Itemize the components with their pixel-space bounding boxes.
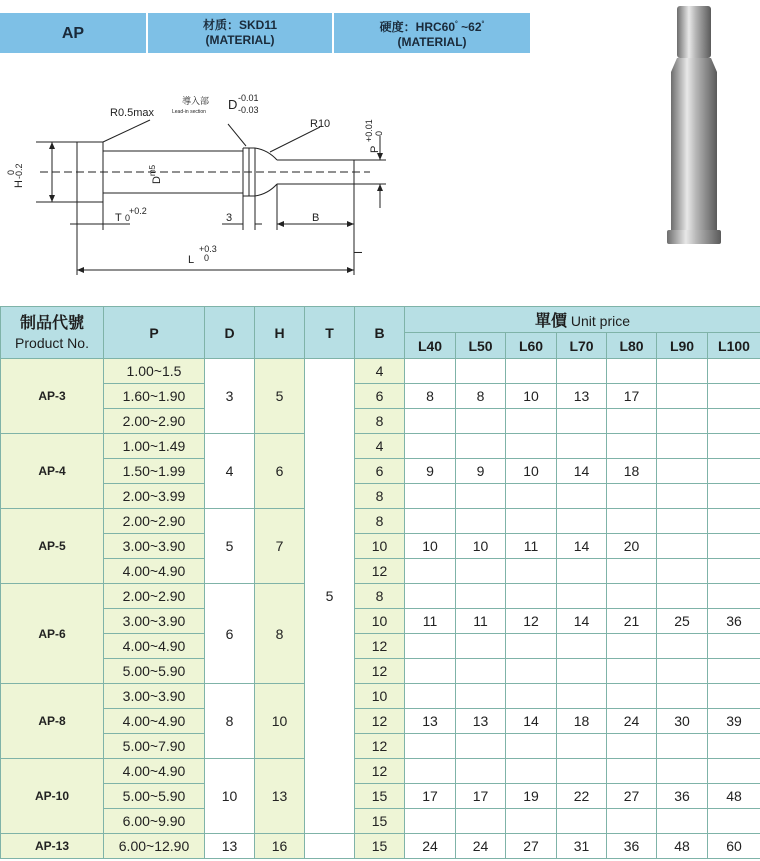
l-label: L	[188, 254, 195, 266]
price-cell	[506, 509, 557, 534]
p-range: 1.00~1.5	[104, 359, 205, 384]
material-cell	[148, 13, 334, 53]
b-value: 8	[355, 484, 405, 509]
b-value: 8	[355, 509, 405, 534]
col-length-l80: L80	[607, 333, 657, 359]
price-cell: 36	[657, 784, 708, 809]
b-value: 15	[355, 834, 405, 859]
price-cell: 60	[708, 834, 760, 859]
price-cell: 19	[506, 784, 557, 809]
col-length-l90: L90	[657, 333, 708, 359]
price-cell	[708, 759, 760, 784]
price-cell	[405, 684, 456, 709]
table-row	[1, 484, 760, 509]
price-cell	[657, 684, 708, 709]
p-range: 1.00~1.49	[104, 434, 205, 459]
price-cell	[657, 809, 708, 834]
table-row	[1, 734, 760, 759]
i-mark: I	[353, 250, 365, 254]
price-cell	[708, 509, 760, 534]
p-range: 5.00~7.90	[104, 734, 205, 759]
price-cell	[506, 359, 557, 384]
d-value: 8	[205, 684, 255, 759]
h-lower-tol: -0.2	[14, 163, 24, 179]
price-cell	[557, 434, 607, 459]
price-cell	[506, 684, 557, 709]
b-value: 12	[355, 734, 405, 759]
table-row	[1, 834, 760, 859]
col-unit-price: 單價 Unit price	[405, 307, 760, 333]
b-value: 12	[355, 759, 405, 784]
b-value: 15	[355, 809, 405, 834]
technical-drawing	[0, 80, 410, 280]
price-cell: 10	[506, 459, 557, 484]
p-range: 3.00~3.90	[104, 684, 205, 709]
b-value: 12	[355, 634, 405, 659]
price-cell	[506, 559, 557, 584]
d-tolerance-upper: -0.01	[238, 93, 259, 103]
price-cell	[557, 809, 607, 834]
h-value: 5	[255, 359, 305, 434]
pin-taper	[671, 58, 717, 72]
price-cell	[657, 384, 708, 409]
price-cell	[557, 559, 607, 584]
table-row	[1, 584, 760, 609]
table-row	[1, 559, 760, 584]
hardness-label: 硬度：HRC60° ~62°	[379, 19, 485, 34]
price-cell	[506, 584, 557, 609]
price-cell	[456, 734, 506, 759]
price-cell: 11	[405, 609, 456, 634]
price-cell	[708, 659, 760, 684]
b-value: 6	[355, 384, 405, 409]
price-cell	[506, 634, 557, 659]
table-row	[1, 359, 760, 384]
price-cell	[657, 434, 708, 459]
lead-in-zh-label: 導入部	[182, 96, 210, 106]
r05-label: R0.5max	[110, 107, 155, 119]
h-value: 13	[255, 759, 305, 834]
b-value: 4	[355, 359, 405, 384]
price-cell	[607, 634, 657, 659]
t-value-blank	[305, 834, 355, 859]
price-cell	[557, 409, 607, 434]
col-length-l100: L100	[708, 333, 760, 359]
price-cell	[708, 684, 760, 709]
price-cell	[405, 509, 456, 534]
price-cell: 13	[456, 709, 506, 734]
table-row	[1, 409, 760, 434]
b-value: 6	[355, 459, 405, 484]
price-cell	[506, 734, 557, 759]
price-cell	[607, 759, 657, 784]
price-cell	[405, 759, 456, 784]
col-length-l70: L70	[557, 333, 607, 359]
pin-tip	[677, 6, 711, 58]
price-cell	[557, 634, 607, 659]
price-cell	[607, 409, 657, 434]
price-cell	[708, 459, 760, 484]
price-cell	[657, 534, 708, 559]
dm5-label: $D^{m5}$	[148, 164, 163, 184]
p-range: 6.00~9.90	[104, 809, 205, 834]
h-value: 7	[255, 509, 305, 584]
price-cell	[456, 659, 506, 684]
table-row	[1, 459, 760, 484]
price-cell: 17	[607, 384, 657, 409]
price-cell	[657, 459, 708, 484]
model-label: AP	[61, 24, 85, 42]
price-cell: 27	[607, 784, 657, 809]
price-cell	[607, 484, 657, 509]
hardness-cell	[334, 13, 530, 53]
price-cell	[557, 684, 607, 709]
price-cell: 24	[405, 834, 456, 859]
l-upper-tol: +0.3	[199, 244, 217, 254]
r10-label: R10	[310, 118, 331, 130]
product-code: AP-13	[1, 834, 104, 859]
col-length-l60: L60	[506, 333, 557, 359]
price-cell: 10	[405, 534, 456, 559]
p-label: P	[369, 145, 381, 153]
spec-header-bar	[0, 13, 530, 53]
price-cell: 36	[708, 609, 760, 634]
price-cell: 14	[557, 534, 607, 559]
price-cell: 13	[405, 709, 456, 734]
price-cell: 10	[456, 534, 506, 559]
price-cell	[456, 359, 506, 384]
price-cell	[557, 759, 607, 784]
price-cell	[607, 684, 657, 709]
price-cell	[456, 559, 506, 584]
price-cell	[506, 409, 557, 434]
table-row	[1, 384, 760, 409]
h-value: 6	[255, 434, 305, 509]
price-cell	[657, 409, 708, 434]
b-value: 8	[355, 584, 405, 609]
price-cell	[708, 634, 760, 659]
price-cell	[607, 734, 657, 759]
p-range: 4.00~4.90	[104, 709, 205, 734]
price-cell: 11	[456, 609, 506, 634]
p-range: 2.00~2.90	[104, 584, 205, 609]
p-range: 4.00~4.90	[104, 759, 205, 784]
p-range: 2.00~2.90	[104, 409, 205, 434]
price-cell	[557, 734, 607, 759]
col-product-no: 制品代號 Product No.	[1, 307, 104, 359]
price-table	[0, 306, 760, 859]
price-cell: 39	[708, 709, 760, 734]
lead-in-en-label: Lead-in section	[172, 109, 206, 115]
t-lower-tol: 0	[125, 213, 131, 223]
price-cell	[607, 509, 657, 534]
price-cell	[506, 809, 557, 834]
col-b: B	[355, 307, 405, 359]
price-cell	[405, 734, 456, 759]
price-cell: 27	[506, 834, 557, 859]
table-row	[1, 634, 760, 659]
price-cell: 17	[405, 784, 456, 809]
price-cell: 18	[557, 709, 607, 734]
d-tolerance-lower: -0.03	[238, 105, 259, 115]
p-range: 3.00~3.90	[104, 609, 205, 634]
price-cell	[506, 659, 557, 684]
p-range: 4.00~4.90	[104, 634, 205, 659]
price-cell	[405, 484, 456, 509]
p-range: 1.50~1.99	[104, 459, 205, 484]
price-cell: 11	[506, 534, 557, 559]
price-cell: 24	[456, 834, 506, 859]
h-value: 10	[255, 684, 305, 759]
price-cell	[456, 434, 506, 459]
price-cell	[607, 584, 657, 609]
model-cell	[0, 13, 148, 53]
p-range: 1.60~1.90	[104, 384, 205, 409]
table-row	[1, 759, 760, 784]
t-label: T	[115, 212, 122, 224]
d-value: 10	[205, 759, 255, 834]
price-cell	[557, 509, 607, 534]
price-cell	[657, 759, 708, 784]
h-value: 16	[255, 834, 305, 859]
price-cell	[657, 509, 708, 534]
p-range: 6.00~12.90	[104, 834, 205, 859]
price-cell	[405, 809, 456, 834]
price-cell: 36	[607, 834, 657, 859]
price-cell	[708, 409, 760, 434]
price-cell	[405, 634, 456, 659]
l-lower-tol: 0	[204, 253, 210, 263]
price-cell	[405, 559, 456, 584]
b-value: 10	[355, 534, 405, 559]
b-value: 4	[355, 434, 405, 459]
b-value: 10	[355, 684, 405, 709]
price-cell: 14	[557, 459, 607, 484]
d-value: 5	[205, 509, 255, 584]
b-value: 15	[355, 784, 405, 809]
h-label: H	[13, 180, 25, 188]
price-cell	[506, 484, 557, 509]
col-h: H	[255, 307, 305, 359]
price-cell: 14	[506, 709, 557, 734]
price-cell	[456, 584, 506, 609]
p-upper-tol: +0.01	[364, 119, 374, 142]
price-cell	[607, 659, 657, 684]
table-row	[1, 434, 760, 459]
b-value: 12	[355, 659, 405, 684]
price-cell: 31	[557, 834, 607, 859]
price-cell	[657, 634, 708, 659]
price-cell: 48	[657, 834, 708, 859]
price-cell	[506, 759, 557, 784]
b-value: 12	[355, 709, 405, 734]
price-cell	[657, 559, 708, 584]
price-cell: 22	[557, 784, 607, 809]
price-cell	[506, 434, 557, 459]
price-cell: 21	[607, 609, 657, 634]
price-cell	[708, 434, 760, 459]
price-cell	[405, 409, 456, 434]
price-cell	[557, 659, 607, 684]
price-cell	[657, 484, 708, 509]
price-cell: 9	[405, 459, 456, 484]
price-cell: 17	[456, 784, 506, 809]
col-d: D	[205, 307, 255, 359]
price-cell	[456, 759, 506, 784]
table-row	[1, 784, 760, 809]
product-code: AP-5	[1, 509, 104, 584]
price-cell	[657, 659, 708, 684]
price-cell: 18	[607, 459, 657, 484]
d-value: 3	[205, 359, 255, 434]
price-cell	[456, 409, 506, 434]
price-cell	[708, 534, 760, 559]
price-cell: 14	[557, 609, 607, 634]
table-row	[1, 659, 760, 684]
price-cell	[657, 584, 708, 609]
d-value: 6	[205, 584, 255, 684]
price-cell	[405, 659, 456, 684]
col-p: P	[104, 307, 205, 359]
price-cell: 30	[657, 709, 708, 734]
table-row	[1, 684, 760, 709]
pin-shank	[671, 72, 717, 232]
price-cell	[708, 384, 760, 409]
price-cell	[607, 359, 657, 384]
table-row	[1, 509, 760, 534]
price-cell	[708, 809, 760, 834]
b-value: 8	[355, 409, 405, 434]
p-lower-tol: 0	[374, 130, 384, 136]
price-cell: 10	[506, 384, 557, 409]
table-row	[1, 534, 760, 559]
pin-head	[667, 230, 721, 244]
material-label: 材质：SKD11	[202, 18, 278, 32]
p-range: 3.00~3.90	[104, 534, 205, 559]
price-cell	[405, 359, 456, 384]
price-cell: 20	[607, 534, 657, 559]
t-upper-tol: +0.2	[129, 206, 147, 216]
p-range: 5.00~5.90	[104, 784, 205, 809]
p-range: 2.00~2.90	[104, 509, 205, 534]
d-tolerance-main: D	[228, 97, 238, 112]
price-cell	[405, 434, 456, 459]
price-cell	[456, 484, 506, 509]
price-cell	[607, 559, 657, 584]
pin-photo	[640, 0, 750, 260]
price-cell	[557, 359, 607, 384]
price-cell: 8	[456, 384, 506, 409]
d-value: 13	[205, 834, 255, 859]
col-length-l40: L40	[405, 333, 456, 359]
price-cell	[607, 809, 657, 834]
price-cell	[708, 584, 760, 609]
price-cell	[456, 634, 506, 659]
price-cell	[456, 809, 506, 834]
h-upper-tol: 0	[6, 169, 16, 175]
h-value: 8	[255, 584, 305, 684]
price-cell	[456, 509, 506, 534]
p-range: 2.00~3.99	[104, 484, 205, 509]
b-value: 10	[355, 609, 405, 634]
price-cell: 24	[607, 709, 657, 734]
hardness-en-label: (MATERIAL)	[397, 34, 467, 49]
price-cell	[557, 484, 607, 509]
t-value: 5	[305, 359, 355, 834]
price-cell: 12	[506, 609, 557, 634]
price-cell	[708, 484, 760, 509]
three-label: 3	[226, 212, 233, 224]
b-label: B	[312, 212, 320, 224]
d-value: 4	[205, 434, 255, 509]
product-code: AP-3	[1, 359, 104, 434]
product-code: AP-10	[1, 759, 104, 834]
b-value: 12	[355, 559, 405, 584]
price-cell: 13	[557, 384, 607, 409]
price-cell	[405, 584, 456, 609]
price-cell	[708, 734, 760, 759]
price-cell	[607, 434, 657, 459]
p-range: 5.00~5.90	[104, 659, 205, 684]
price-cell: 25	[657, 609, 708, 634]
product-code: AP-8	[1, 684, 104, 759]
table-row	[1, 809, 760, 834]
price-cell	[456, 684, 506, 709]
price-cell	[657, 734, 708, 759]
material-en-label: (MATERIAL)	[205, 33, 275, 47]
col-length-l50: L50	[456, 333, 506, 359]
price-cell	[557, 584, 607, 609]
price-cell: 48	[708, 784, 760, 809]
col-t: T	[305, 307, 355, 359]
table-row	[1, 709, 760, 734]
price-cell: 9	[456, 459, 506, 484]
product-code: AP-6	[1, 584, 104, 684]
p-range: 4.00~4.90	[104, 559, 205, 584]
table-row	[1, 609, 760, 634]
price-cell: 8	[405, 384, 456, 409]
product-code: AP-4	[1, 434, 104, 509]
price-cell	[657, 359, 708, 384]
price-cell	[708, 359, 760, 384]
price-cell	[708, 559, 760, 584]
